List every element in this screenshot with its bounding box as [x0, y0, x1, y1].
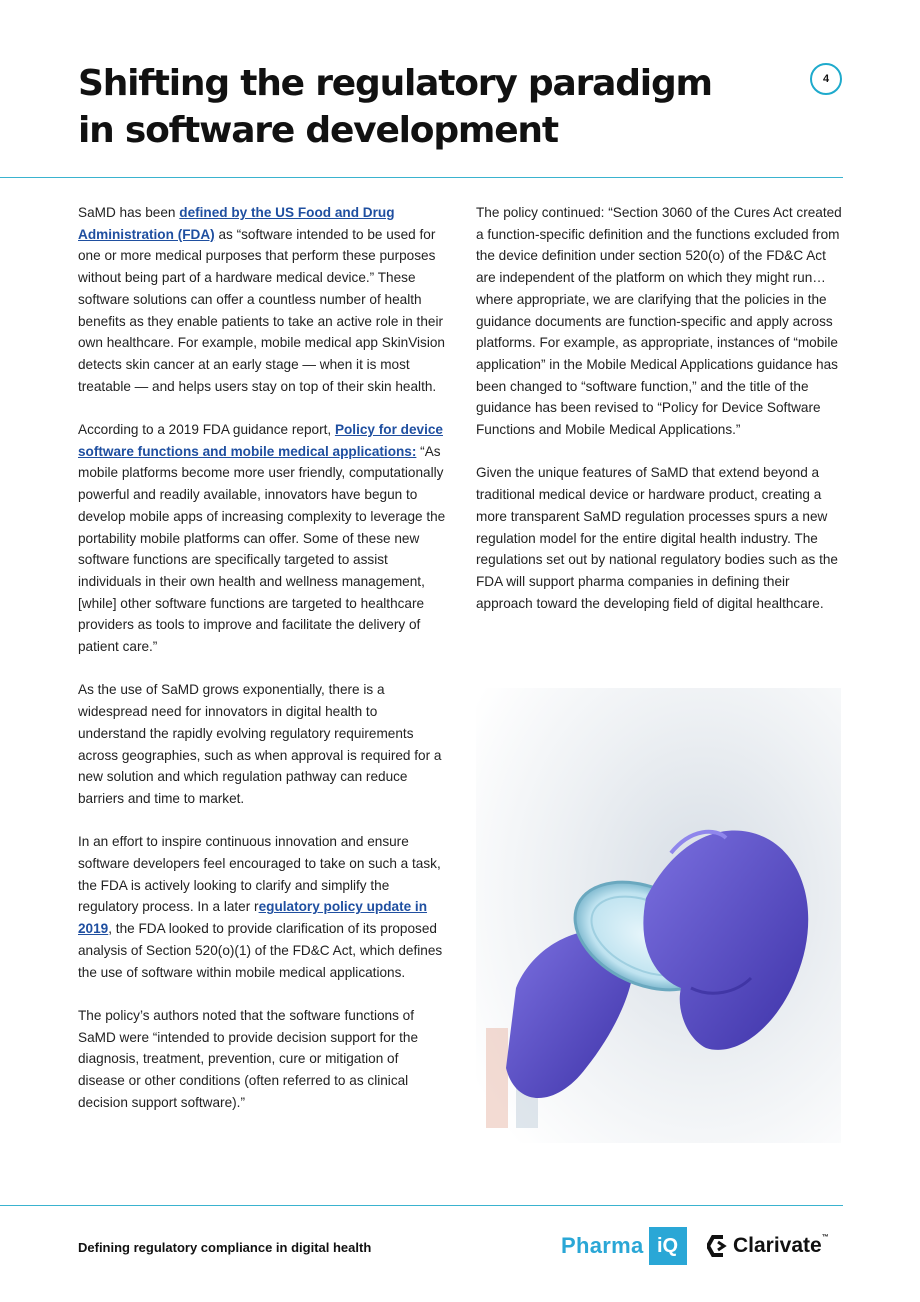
- page-number-badge: 4: [810, 63, 842, 95]
- pharma-logo-iq: iQ: [649, 1227, 687, 1265]
- paragraph-regulation-model: Given the unique features of SaMD that extend beyond a traditional medical device or hardware product, creating a more transparent SaMD regulation processes spurs a new regulation model for the entire digital health industry. The regulations set out by national regulatory bodies such as the FDA will support pharma companies in defining their approach toward the developing field of digital healthcare.: [476, 465, 838, 611]
- clarivate-logo-text: Clarivate™: [733, 1234, 829, 1257]
- regulatory-policy-update-link[interactable]: egulatory policy update in 2019: [78, 899, 428, 937]
- pharma-iq-logo: [561, 1227, 687, 1265]
- clarivate-logo: [707, 1232, 829, 1260]
- paragraph-cures-act: The policy continued: “Section 3060 of the Cures Act created a function-specific definition and the functions excluded from the device definition under section 520(o) of the FD&C Act are independent of the platform on which they might run… where appropriate, we are clarifying that the policies in the guidance documents are function-specific and apply across platforms. For example, as appropriate, instances of “mobile application” in the Mobile Medical Applications guidance has been changed to “software function,” and the title of the guidance has been revised to “Policy for Device Software Functions and Mobile Medical Applications.”: [476, 205, 842, 438]
- lab-photo: [476, 688, 841, 1143]
- petri-dish-illustration: [476, 688, 841, 1143]
- paragraph-samd-growth: As the use of SaMD grows exponentially, there is a widespread need for innovators in digital health to understand the rapidly evolving regulatory requirements across geographies, such as when approval is required for a new solution and which regulation pathway can reduce barriers and time to market.: [78, 682, 442, 806]
- page-title-line-2: in software development: [78, 110, 558, 151]
- policy-guidance-link[interactable]: Policy for device software functions and mobile medical applications:: [78, 422, 443, 459]
- fda-definition-link[interactable]: defined by the US Food and Drug Administration (FDA): [78, 205, 395, 242]
- pharma-logo-text: Pharma: [561, 1233, 644, 1258]
- page-title-line-1: Shifting the regulatory paradigm: [78, 63, 712, 104]
- header-divider: [0, 177, 843, 178]
- page-title: [78, 60, 712, 154]
- paragraph-samd-definition: SaMD has been defined by the US Food and Drug Administration (FDA) as “software intended to be used for one or more medical purposes that perform these purposes without being part of a hardware medical device.” These software solutions can offer a countless number of health benefits as they enable patients to take an active role in their own healthcare. For example, mobile medical app SkinVision detects skin cancer at an early stage — when it is most treatable — and helps users stay on top of their skin health.: [78, 205, 445, 394]
- right-column: [476, 202, 844, 636]
- footer-divider: [0, 1205, 843, 1206]
- left-column: [78, 202, 448, 1135]
- clarivate-mark-icon: [707, 1234, 729, 1258]
- paragraph-policy-authors: The policy’s authors noted that the software functions of SaMD were “intended to provide decision support for the diagnosis, treatment, prevention, cure or mitigation of disease or other conditions (often referred to as clinical decision support software).”: [78, 1007, 419, 1110]
- footer-title: Defining regulatory compliance in digital health: [78, 1240, 372, 1255]
- paragraph-fda-guidance: According to a 2019 FDA guidance report, Policy for device software functions and mobile medical applications: “As mobile platforms become more user friendly, computationally powerful and readily available, innovators have begun to develop mobile apps of increasing complexity to leverage the portability mobile platforms can offer. Some of these new software functions are specifically targeted to assist individuals in their own health and wellness management, [while] other software functions are targeted to healthcare providers as tools to improve and facilitate the delivery of patient care.”: [78, 422, 446, 655]
- paragraph-fda-clarification: In an effort to inspire continuous innovation and ensure software developers feel encouraged to take on such a task, the FDA is actively looking to clarify and simplify the regulatory process. In a later regulatory policy update in 2019, the FDA looked to provide clarification of its proposed analysis of Section 520(o)(1) of the FD&C Act, which defines the use of software within mobile medical applications.: [78, 834, 443, 980]
